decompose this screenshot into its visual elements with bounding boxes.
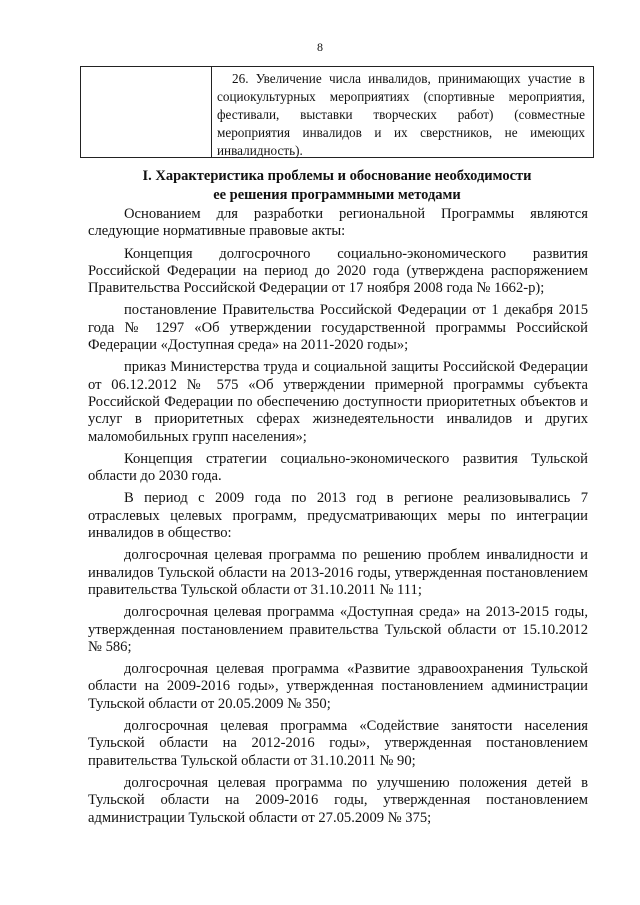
paragraph-program-employment: долгосрочная целевая программа «Содействие занятости населения Тульской области на 2012-2016 годы», утвержденная постановлением правительства Тульской области от 31.10.2011 № 90; — [88, 718, 588, 769]
section-title — [80, 167, 594, 205]
body-text — [88, 206, 588, 832]
section-title-line-2: ее решения программными методами — [213, 187, 461, 203]
paragraph-program-disability: долгосрочная целевая программа по решению проблем инвалидности и инвалидов Тульской области на 2013-2016 годы, утвержденная постановлением правительства Тульской области от 31.10.2011 № 111; — [88, 547, 588, 598]
paragraph-resolution-1297: постановление Правительства Российской Федерации от 1 декабря 2015 года № 1297 «Об утверждении государственной программы Российской Федерации «Доступная среда» на 2011-2020 годы»; — [88, 302, 588, 354]
table-right-cell: 26. Увеличение числа инвалидов, принимающих участие в социокультурных мероприятиях (спортивные мероприятия, фестивали, выставки творческих работ) (совместные мероприятия инвалидов и их сверстников, не имеющих инвалидность). — [217, 71, 585, 158]
paragraph-program-children: долгосрочная целевая программа по улучшению положения детей в Тульской области на 2009-2016 годы, утвержденная постановлением администрации Тульской области от 27.05.2009 № 375; — [88, 774, 588, 826]
paragraph-program-healthcare: долгосрочная целевая программа «Развитие здравоохранения Тульской области на 2009-2016 годы», утвержденная постановлением администрации Тульской области от 20.05.2009 № 350; — [88, 661, 588, 712]
table-left-cell — [81, 67, 212, 157]
paragraph-legal-basis: Основанием для разработки региональной Программы являются следующие нормативные правовые акты: — [88, 206, 588, 240]
page-number: 8 — [317, 40, 323, 54]
paragraph-strategy-2030: Концепция стратегии социально-экономического развития Тульской области до 2030 года. — [88, 450, 588, 485]
paragraph-concept-2020: Концепция долгосрочного социально-экономического развития Российской Федерации на период до 2020 года (утверждена распоряжением Правительства Российской Федерации от 17 ноября 2008 года № 1662-р); — [88, 245, 588, 297]
section-title-line-1: I. Характеристика проблемы и обоснование необходимости — [142, 168, 532, 184]
continuation-table — [80, 66, 594, 158]
paragraph-order-575: приказ Министерства труда и социальной защиты Российской Федерации от 06.12.2012 № 575 «Об утверждении примерной программы субъекта Российской Федерации по обеспечению доступности приоритетных объектов и услуг в приоритетных сферах жизнедеятельности инвалидов и других маломобильных групп населения»; — [88, 359, 588, 445]
paragraph-programs-intro: В период с 2009 года по 2013 год в регионе реализовывались 7 отраслевых целевых программ, предусматривающих меры по интеграции инвалидов в общество: — [88, 490, 588, 542]
paragraph-program-accessible-env: долгосрочная целевая программа «Доступная среда» на 2013-2015 годы, утвержденная постановлением правительства Тульской области от 15.10.2012 № 586; — [88, 604, 588, 655]
